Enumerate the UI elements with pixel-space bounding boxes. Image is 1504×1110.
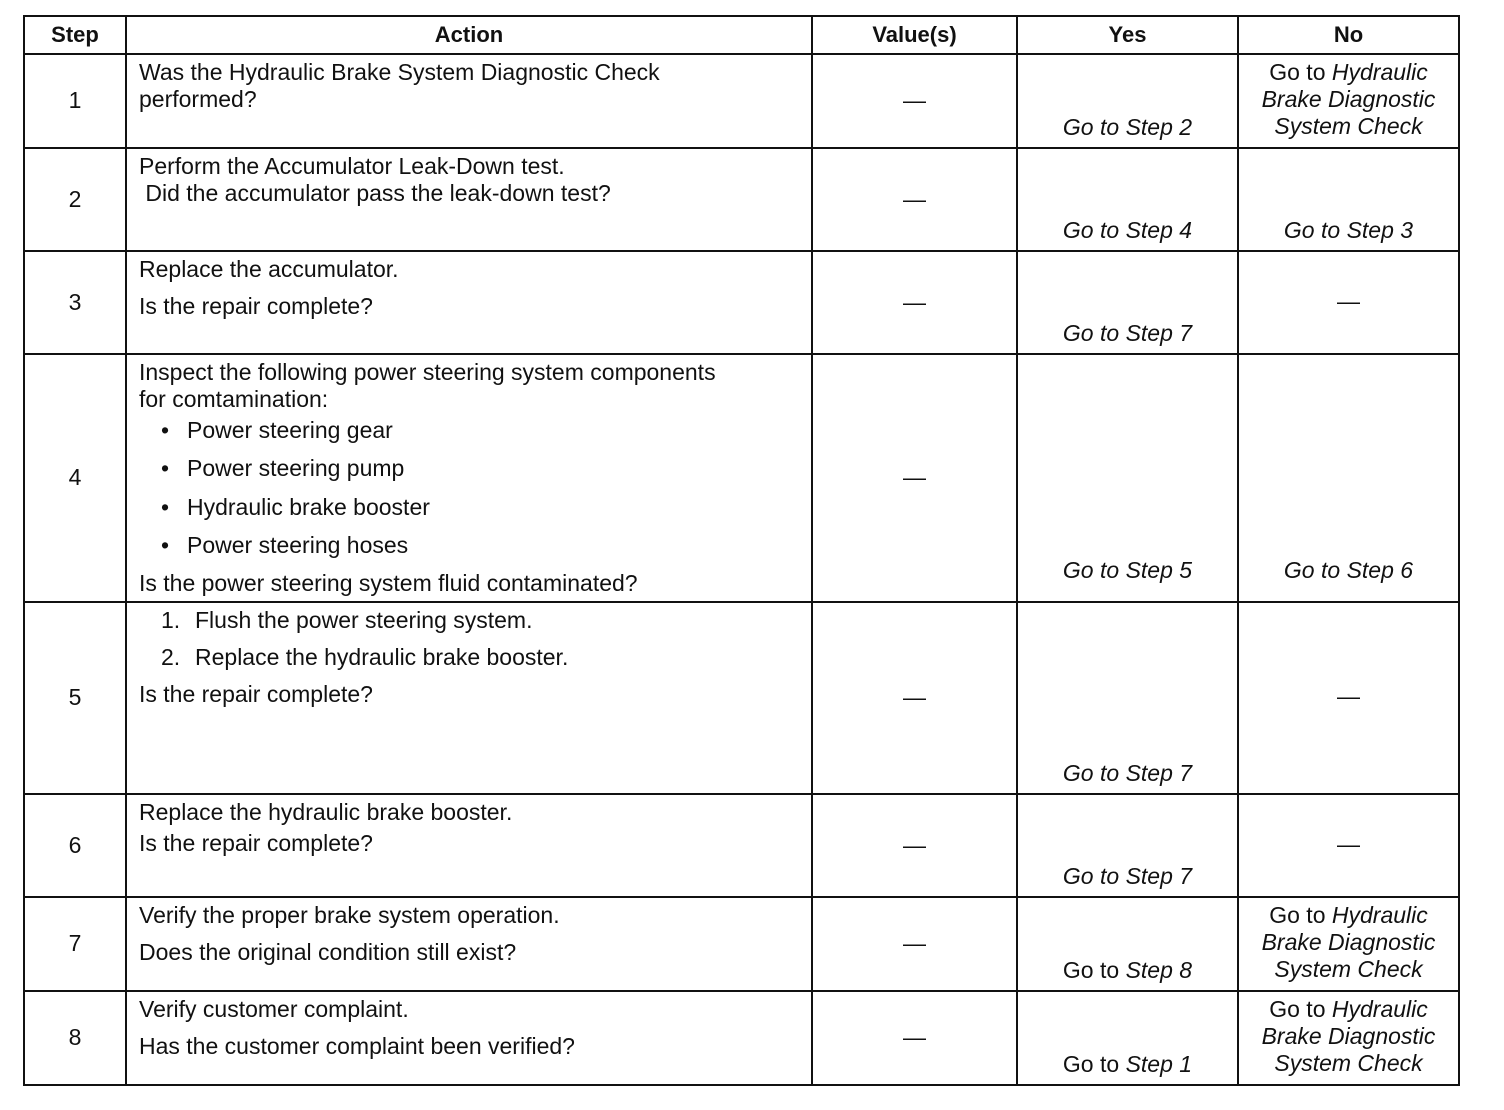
yes-go-to-link[interactable] xyxy=(1063,957,1192,984)
yes-cell xyxy=(1017,54,1238,148)
yes-cell xyxy=(1017,897,1238,991)
header-yes: Yes xyxy=(1017,16,1238,54)
step-number: 4 xyxy=(24,354,126,602)
no-value-dash: — xyxy=(1337,830,1360,857)
table-row-step-8 xyxy=(24,991,1459,1085)
no-go-to-link[interactable]: Go to Step 6 xyxy=(1283,556,1414,583)
list-item: 2. Replace the hydraulic brake booster. xyxy=(161,644,569,670)
no-cell xyxy=(1238,354,1459,602)
go-to-prefix: Go to xyxy=(1062,1050,1120,1077)
value-cell: — xyxy=(812,991,1017,1085)
action-text: Verify the proper brake system operation. xyxy=(139,901,560,928)
action-text: Is the repair complete? xyxy=(139,293,373,320)
step-number: 3 xyxy=(24,251,126,354)
action-text: Does the original condition still exist? xyxy=(139,939,517,965)
step-number: 6 xyxy=(24,794,126,897)
header-row xyxy=(24,16,1459,54)
step-number: 5 xyxy=(24,602,126,794)
header-action: Action xyxy=(126,16,812,54)
yes-go-to-link[interactable]: Go to Step 7 xyxy=(1062,319,1193,346)
step-number: 2 xyxy=(24,148,126,251)
yes-go-to-link[interactable]: Go to Step 4 xyxy=(1062,216,1193,243)
value-cell: — xyxy=(812,354,1017,602)
value-cell: — xyxy=(812,602,1017,794)
no-cell xyxy=(1238,897,1459,991)
table-row-step-6 xyxy=(24,794,1459,897)
yes-go-to-link[interactable]: Go to Step 5 xyxy=(1062,556,1193,583)
yes-cell xyxy=(1017,602,1238,794)
bullet-icon: • xyxy=(161,493,170,520)
go-to-target: System Check xyxy=(1274,1050,1423,1077)
action-text: Replace the accumulator. xyxy=(139,256,399,282)
no-go-to-link[interactable] xyxy=(1269,902,1428,929)
action-text: for comtamination: xyxy=(139,386,329,413)
component-list xyxy=(139,417,799,559)
table-row-step-3 xyxy=(24,251,1459,354)
action-cell xyxy=(126,897,812,991)
list-item: • Power steering pump xyxy=(161,455,405,482)
action-text: Did the accumulator pass the leak-down test? xyxy=(139,180,611,207)
no-value-dash: — xyxy=(1337,287,1360,314)
table-row-step-4 xyxy=(24,354,1459,602)
yes-cell xyxy=(1017,354,1238,602)
go-to-target: Step 8 xyxy=(1125,956,1193,983)
no-cell xyxy=(1238,251,1459,354)
header-values: Value(s) xyxy=(812,16,1017,54)
yes-cell xyxy=(1017,794,1238,897)
step-number: 8 xyxy=(24,991,126,1085)
no-cell xyxy=(1238,794,1459,897)
go-to-prefix: Go to xyxy=(1269,59,1326,85)
action-text: Has the customer complaint been verified? xyxy=(139,1033,575,1059)
table-row-step-5 xyxy=(24,602,1459,794)
go-to-target: Hydraulic xyxy=(1331,995,1428,1022)
action-cell xyxy=(126,602,812,794)
go-to-target: Hydraulic xyxy=(1331,901,1428,928)
no-go-to-link[interactable] xyxy=(1269,996,1428,1023)
value-cell: — xyxy=(812,794,1017,897)
step-number: 7 xyxy=(24,897,126,991)
action-text: Replace the hydraulic brake booster. xyxy=(139,798,513,825)
value-cell: — xyxy=(812,54,1017,148)
go-to-target: Step 1 xyxy=(1125,1050,1193,1077)
yes-cell xyxy=(1017,148,1238,251)
go-to-target: System Check xyxy=(1274,956,1423,983)
yes-go-to-link[interactable]: Go to Step 2 xyxy=(1062,113,1193,140)
no-cell xyxy=(1238,54,1459,148)
table-row-step-2 xyxy=(24,148,1459,251)
yes-go-to-link[interactable]: Go to Step 7 xyxy=(1062,862,1193,889)
header-step: Step xyxy=(24,16,126,54)
action-question: Is the repair complete? xyxy=(139,681,373,708)
action-text: Verify customer complaint. xyxy=(139,995,409,1022)
action-question: Is the power steering system fluid contaminated? xyxy=(139,569,638,596)
action-text: Inspect the following power steering system components xyxy=(139,359,716,385)
go-to-target: Brake Diagnostic xyxy=(1261,1023,1436,1049)
action-cell xyxy=(126,991,812,1085)
procedure-list xyxy=(139,607,799,671)
no-cell xyxy=(1238,602,1459,794)
value-cell: — xyxy=(812,251,1017,354)
bullet-icon: • xyxy=(161,417,170,444)
action-text: Was the Hydraulic Brake System Diagnostic Check xyxy=(139,59,660,85)
no-go-to-link[interactable]: Go to Step 3 xyxy=(1283,216,1414,243)
action-cell xyxy=(126,148,812,251)
go-to-target: Brake Diagnostic xyxy=(1261,929,1436,955)
no-go-to-link[interactable] xyxy=(1269,59,1428,86)
yes-cell xyxy=(1017,251,1238,354)
yes-go-to-link[interactable]: Go to Step 7 xyxy=(1062,759,1193,786)
header-no: No xyxy=(1238,16,1459,54)
no-cell xyxy=(1238,148,1459,251)
no-value-dash: — xyxy=(1337,683,1360,710)
yes-go-to-link[interactable] xyxy=(1063,1051,1192,1078)
go-to-prefix: Go to xyxy=(1269,901,1326,928)
list-item: • Power steering gear xyxy=(161,417,393,444)
step-number: 1 xyxy=(24,54,126,148)
table-row-step-1 xyxy=(24,54,1459,148)
value-cell: — xyxy=(812,148,1017,251)
value-cell: — xyxy=(812,897,1017,991)
bullet-icon: • xyxy=(161,455,170,482)
go-to-target: System Check xyxy=(1274,113,1423,140)
go-to-prefix: Go to xyxy=(1062,956,1120,983)
action-cell xyxy=(126,251,812,354)
table-row-step-7 xyxy=(24,897,1459,991)
go-to-target: Hydraulic xyxy=(1331,59,1428,85)
action-cell xyxy=(126,794,812,897)
list-item: • Hydraulic brake booster xyxy=(161,493,430,520)
action-text: Perform the Accumulator Leak-Down test. xyxy=(139,153,565,179)
yes-cell xyxy=(1017,991,1238,1085)
list-item: 1. Flush the power steering system. xyxy=(161,606,533,633)
diagnostic-table xyxy=(23,15,1460,1086)
no-cell xyxy=(1238,991,1459,1085)
action-cell xyxy=(126,354,812,602)
bullet-icon: • xyxy=(161,531,170,558)
go-to-prefix: Go to xyxy=(1269,995,1326,1022)
action-text: performed? xyxy=(139,86,257,113)
action-text: Is the repair complete? xyxy=(139,830,373,856)
action-cell xyxy=(126,54,812,148)
list-item: • Power steering hoses xyxy=(161,531,409,558)
go-to-target: Brake Diagnostic xyxy=(1261,86,1436,113)
